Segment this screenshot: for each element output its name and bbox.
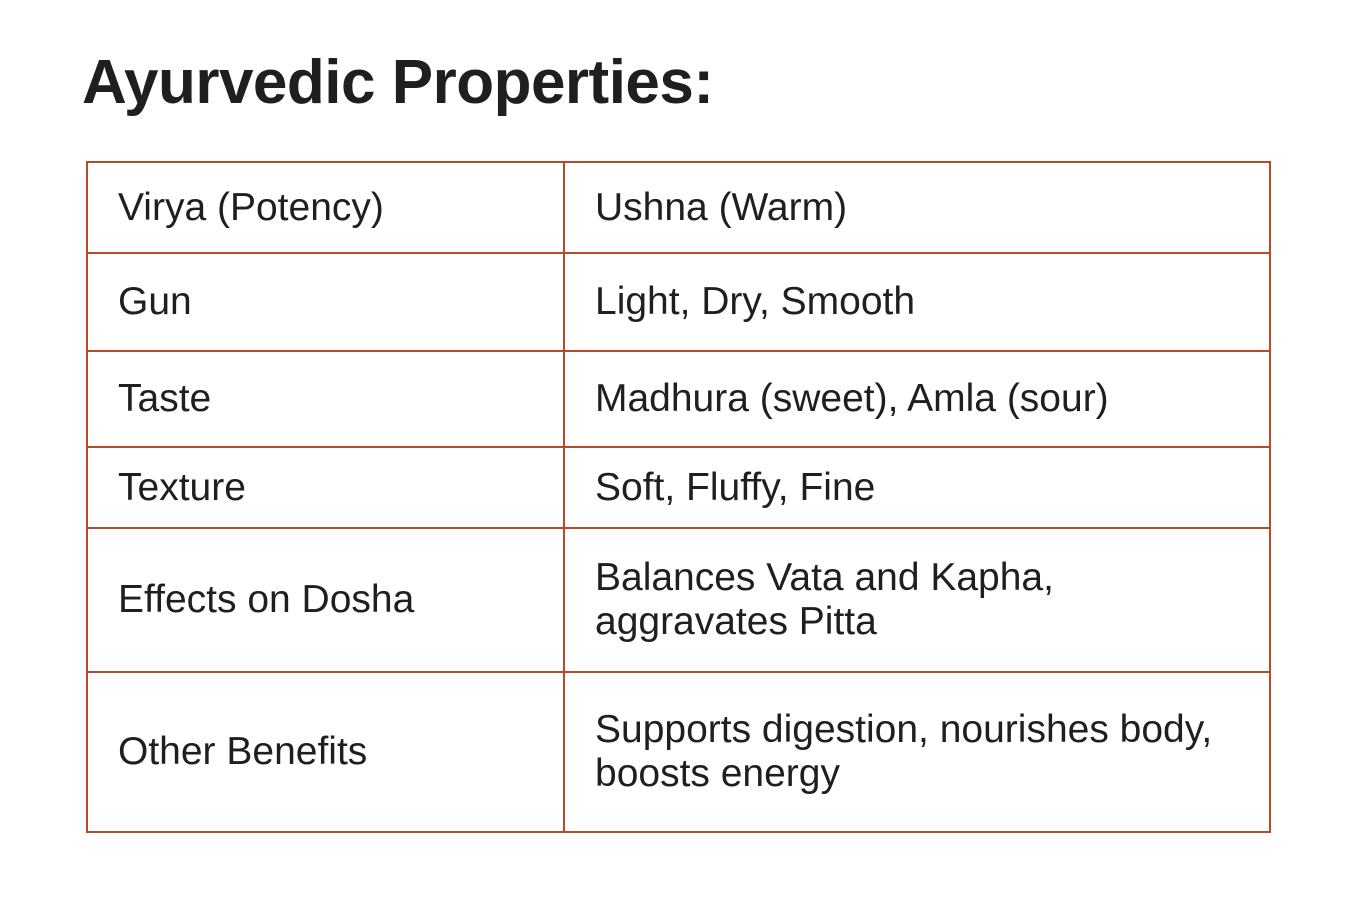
- property-value: Ushna (Warm): [564, 162, 1270, 253]
- property-value: Light, Dry, Smooth: [564, 253, 1270, 351]
- table-row: [87, 253, 1270, 351]
- property-label: Effects on Dosha: [87, 528, 564, 672]
- property-label: Texture: [87, 447, 564, 528]
- property-value: Balances Vata and Kapha, aggravates Pitta: [564, 528, 1270, 672]
- property-value: Supports digestion, nourishes body, boosts energy: [564, 672, 1270, 832]
- property-label: Virya (Potency): [87, 162, 564, 253]
- property-value: Madhura (sweet), Amla (sour): [564, 351, 1270, 447]
- property-label: Taste: [87, 351, 564, 447]
- property-label: Gun: [87, 253, 564, 351]
- table-row: [87, 447, 1270, 528]
- property-value: Soft, Fluffy, Fine: [564, 447, 1270, 528]
- table-row: [87, 528, 1270, 672]
- page-title: Ayurvedic Properties:: [82, 48, 714, 117]
- properties-table: [86, 161, 1271, 833]
- table-row: [87, 162, 1270, 253]
- table-row: [87, 351, 1270, 447]
- table-row: [87, 672, 1270, 832]
- property-label: Other Benefits: [87, 672, 564, 832]
